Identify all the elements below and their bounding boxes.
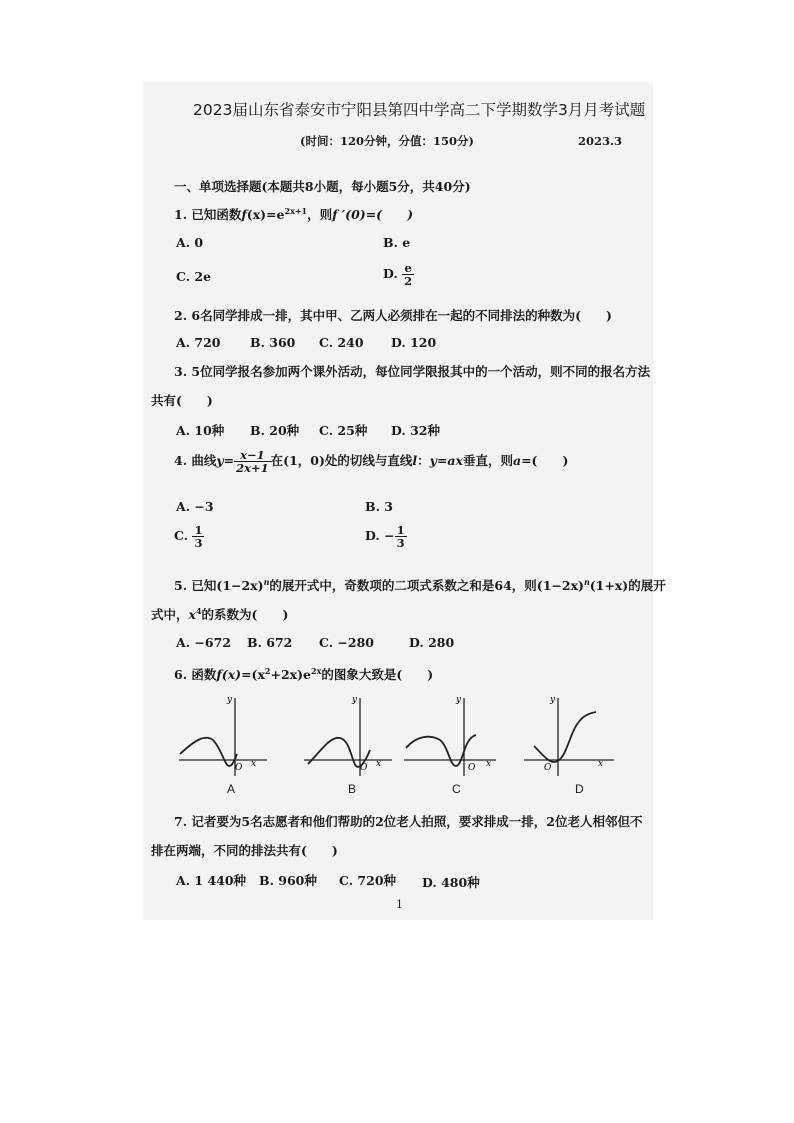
q7-option-c: C. 720种 — [339, 873, 397, 888]
q5-option-c: C. −280 — [319, 635, 374, 650]
q4-option-d: D. − $\frac{1}{3}$ — [365, 523, 405, 551]
origin-label: O — [360, 763, 368, 773]
exam-date: 2023.3 — [578, 134, 623, 148]
question-7-line2: 排在两端，不同的排法共有( ) — [151, 843, 338, 858]
question-1: 1. 已知函数$f(x)=e^{2x+1}$，则f ′(0)=( ) — [174, 206, 413, 222]
q5-option-a: A. −672 — [176, 635, 231, 650]
graph-option-a — [175, 690, 285, 780]
origin-label: O — [544, 763, 552, 773]
q4-option-a: A. −3 — [176, 499, 214, 514]
question-5-line1: 5. 已知$(1-2x)^n$的展开式中，奇数项的二项式系数之和是64，则$(1-2x)^n(1+x)$的展开 — [174, 577, 666, 593]
q7-option-a: A. 1 440种 — [176, 873, 247, 888]
q3-option-d: D. 32种 — [391, 423, 440, 438]
q3-option-b: B. 20种 — [250, 423, 300, 438]
q4-option-b: B. 3 — [365, 499, 393, 514]
q7-option-d: D. 480种 — [422, 875, 480, 890]
y-axis-label: y — [550, 695, 556, 705]
q1-option-a: A. 0 — [176, 235, 204, 250]
question-3-line2: 共有( ) — [151, 393, 213, 408]
question-6: 6. 函数$f(x)=(x^2+2x)e^{2x}$的图象大致是( ) — [174, 666, 434, 682]
exam-duration: (时间：120分钟，分值：150分) — [300, 134, 474, 148]
q2-option-a: A. 720 — [176, 335, 221, 350]
exam-title: 2023届山东省泰安市宁阳县第四中学高二下学期数学3月月考试题 — [193, 101, 646, 119]
graph-option-d — [520, 690, 630, 780]
q2-option-d: D. 120 — [391, 335, 437, 350]
question-4: 4. 曲线y= $\frac{x-1}{2x+1}$ 在(1，0)处的切线与直线l：y=ax垂直，则a=( ) — [174, 448, 569, 476]
graph-label-a: A — [227, 782, 236, 796]
page-number: 1 — [396, 898, 403, 911]
graph-option-c — [402, 690, 512, 780]
q1-option-d: D. $\frac{e}{2}$ — [383, 261, 413, 289]
q4-option-c: C. $\frac{1}{3}$ — [174, 523, 203, 551]
y-axis-label: y — [352, 695, 358, 705]
q2-option-c: C. 240 — [319, 335, 364, 350]
question-3-line1: 3. 5位同学报名参加两个课外活动，每位同学限报其中的一个活动，则不同的报名方法 — [174, 364, 651, 379]
origin-label: O — [235, 763, 243, 773]
graph-option-b — [300, 690, 410, 780]
y-axis-label: y — [456, 695, 462, 705]
x-axis-label: x — [598, 759, 604, 769]
q2-option-b: B. 360 — [250, 335, 296, 350]
x-axis-label: x — [486, 759, 492, 769]
question-5-line2: 式中，$x^4$的系数为( ) — [151, 606, 289, 622]
graph-label-b: B — [348, 782, 357, 796]
q5-option-b: B. 672 — [247, 635, 293, 650]
q5-option-d: D. 280 — [409, 635, 455, 650]
question-2: 2. 6名同学排成一排，其中甲、乙两人必须排在一起的不同排法的种数为( ) — [174, 308, 612, 323]
graph-label-d: D — [575, 782, 584, 796]
q7-option-b: B. 960种 — [259, 873, 317, 888]
q1-option-b: B. e — [383, 235, 411, 250]
x-axis-label: x — [251, 759, 257, 769]
question-7-line1: 7. 记者要为5名志愿者和他们帮助的2位老人拍照，要求排成一排，2位老人相邻但不 — [174, 814, 643, 829]
q3-option-a: A. 10种 — [176, 423, 225, 438]
section-heading: 一、单项选择题(本题共8小题，每小题5分，共40分) — [174, 179, 471, 194]
q1-option-c: C. 2e — [176, 269, 212, 284]
x-axis-label: x — [376, 759, 382, 769]
y-axis-label: y — [227, 695, 233, 705]
graph-label-c: C — [452, 782, 461, 796]
origin-label: O — [468, 763, 476, 773]
q3-option-c: C. 25种 — [319, 423, 368, 438]
